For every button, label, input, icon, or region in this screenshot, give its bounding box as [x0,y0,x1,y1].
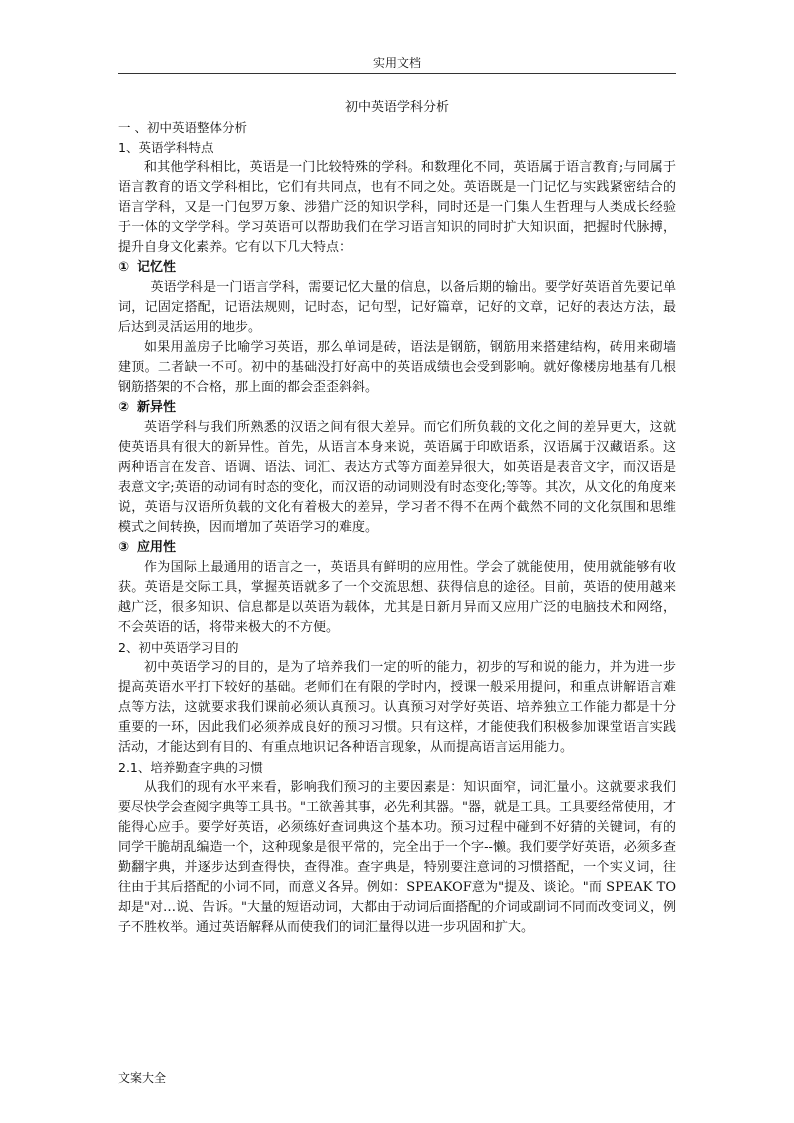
paragraph: 英语学科与我们所熟悉的汉语之间有很大差异。而它们所负载的文化之间的差异更大，这就使英语具有很大的新异性。首先，从语言本身来说，英语属于印欧语系，汉语属于汉藏语系。这两种语言在发音、语调、语法、词汇、表达方式等方面差异很大，如英语是表音文字，而汉语是表意文字;英语的动词有时态的变化，而汉语的动词则没有时态变化;等等。其次，从文化的角度来说，英语与汉语所负载的文化有着极大的差异，学习者不得不在两个截然不同的文化氛围和思维模式之间转换，因而增加了英语学习的难度。 [118,420,676,535]
feature-title: 记忆性 [137,260,177,275]
subsection-heading-2-1: 2.1、培养勤查字典的习惯 [118,760,263,775]
circled-number-3: ③ [118,540,130,555]
paragraph: 作为国际上最通用的语言之一，英语具有鲜明的应用性。学会了就能使用，使用就能够有收获。英语是交际工具，掌握英语就多了一个交流思想、获得信息的途径。目前，英语的使用越来越广泛，很多知识、信息都是以英语为载体，尤其是日新月异而又应用广泛的电脑技术和网络，不会英语的话，将带来极大的不方便。 [118,560,676,635]
paragraph: 初中英语学习的目的，是为了培养我们一定的听的能力，初步的写和说的能力，并为进一步提高英语水平打下较好的基础。老师们在有限的学时内，授课一般采用提问，和重点讲解语言难点等方法，这就要求我们课前必须认真预习。认真预习对学好英语、培养独立工作能力都是十分重要的一环，因此我们必须养成良好的预习习惯。只有这样，才能使我们积极参加课堂语言实践活动，才能达到有目的、有重点地识记各种语言现象，从而提高语言运用能力。 [118,660,676,755]
document-body [118,98,676,938]
paragraph: 英语学科是一门语言学科，需要记忆大量的信息，以备后期的输出。要学好英语首先要记单词，记固定搭配，记语法规则，记时态，记句型，记好篇章，记好的文章，记好的表达方法，最后达到灵活运用的地步。 [118,280,676,335]
feature-heading-application [118,538,676,558]
header-divider [118,73,676,74]
feature-title: 应用性 [137,540,177,555]
intro-paragraph: 和其他学科相比，英语是一门比较特殊的学科。和数理化不同，英语属于语言教育;与同属于语言教育的语文学科相比，它们有共同点，也有不同之处。英语既是一门记忆与实践紧密结合的语言学科，又是一门包罗万象、涉猎广泛的知识学科，同时还是一门集人生哲理与人类成长经验于一体的文学学科。学习英语可以帮助我们在学习语言知识的同时扩大知识面，把握时代脉搏，提升自身文化素养。它有以下几大特点： [118,160,676,255]
subsection-heading-2: 2、初中英语学习目的 [118,640,239,655]
page-header: 实用文档 [372,56,421,70]
section-heading: 一 、初中英语整体分析 [118,120,247,135]
subsection-heading-1: 1、英语学科特点 [118,140,214,155]
paragraph: 如果用盖房子比喻学习英语，那么单词是砖，语法是钢筋，钢筋用来搭建结构，砖用来砌墙建顶。二者缺一不可。初中的基础没打好高中的英语成绩也会受到影响。就好像楼房地基有几根钢筋搭架的不合格，那上面的都会歪歪斜斜。 [118,340,676,395]
feature-heading-novelty [118,398,676,418]
paragraph: 从我们的现有水平来看，影响我们预习的主要因素是：知识面窄，词汇量小。这就要求我们要尽快学会查阅字典等工具书。"工欲善其事，必先利其器。"器，就是工具。工具要经常使用，才能得心应手。要学好英语，必须练好查词典这个基本功。预习过程中碰到不好猜的关键词，有的同学干脆胡乱编造一个，这种现象是很平常的，完全出于一个字--懒。我们要学好英语，必须多查勤翻字典，并逐步达到查得快，查得准。查字典是，特别要注意词的习惯搭配，一个实义词，往往由于其后搭配的小词不同，而意义各异。例如：SPEAKOF意为"提及、谈论。"而 SPEAK TO 却是"对…说、告诉。"大量的短语动词，大都由于动词后面搭配的介词或副词不同而改变词义，例子不胜枚举。通过英语解释从而使我们的词汇量得以进一步巩固和扩大。 [118,780,676,935]
document-title: 初中英语学科分析 [344,100,449,115]
feature-title: 新异性 [137,400,177,415]
feature-heading-memory [118,258,676,278]
page-footer: 文案大全 [118,1071,167,1085]
circled-number-1: ① [118,260,130,275]
circled-number-2: ② [118,400,130,415]
